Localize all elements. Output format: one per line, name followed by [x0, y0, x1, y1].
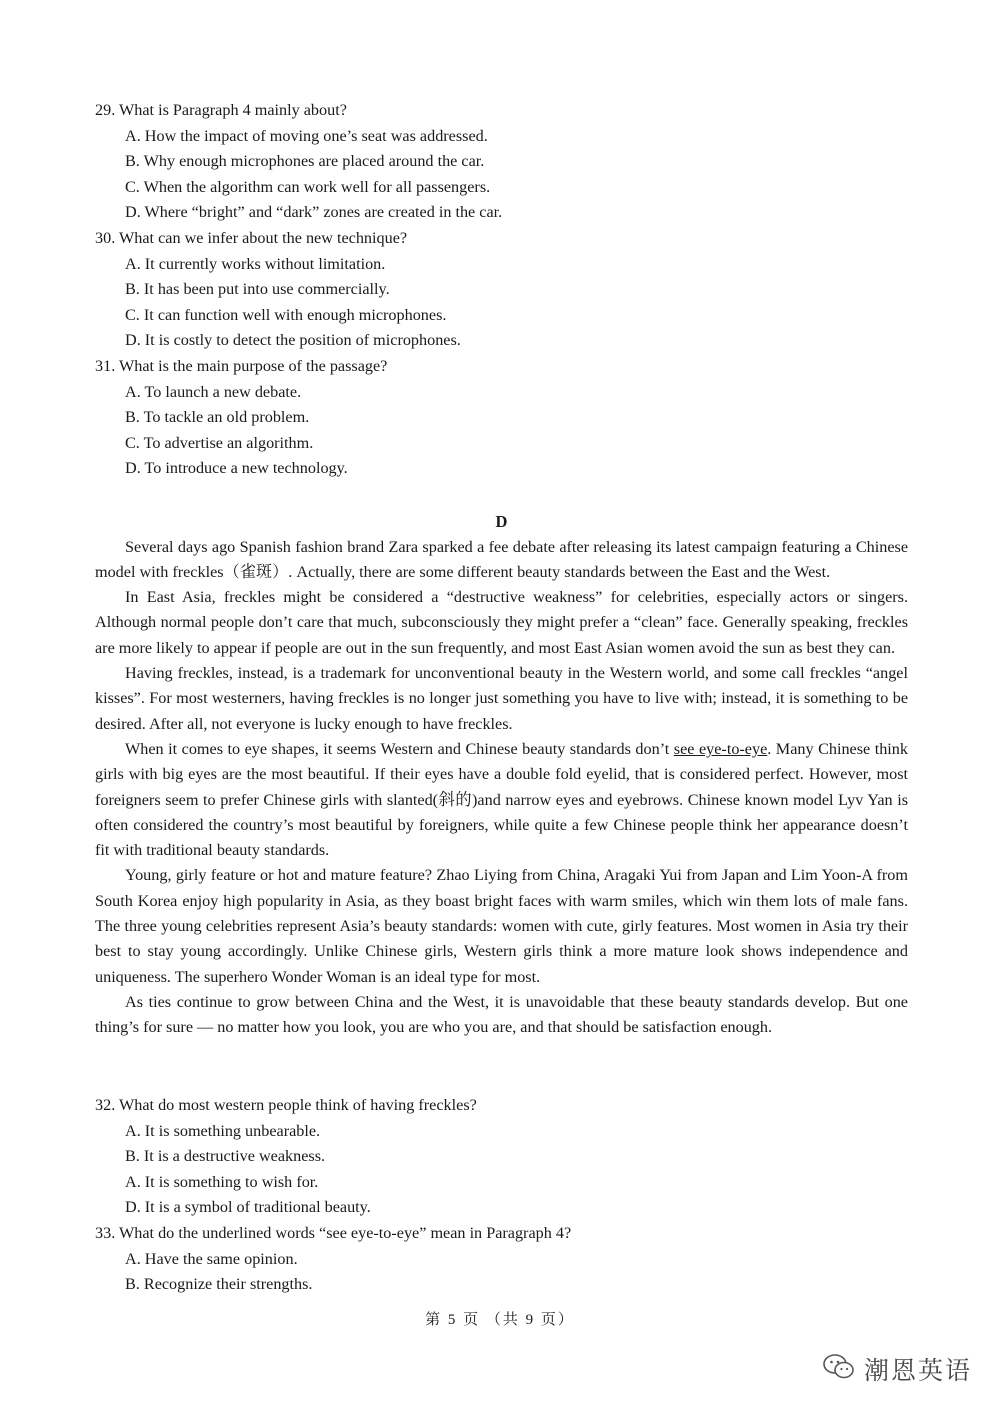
- option-29c: C. When the algorithm can work well for all passengers.: [125, 177, 491, 196]
- option-29b: B. Why enough microphones are placed around the car.: [125, 152, 485, 171]
- question-31: 31. What is the main purpose of the passage?: [95, 356, 388, 375]
- option-31d: D. To introduce a new technology.: [125, 459, 348, 478]
- paragraph-2: In East Asia, freckles might be considered a “destructive weakness” for celebrities, especially actors or singers. Although normal people don’t care that much, subconsciously they might prefer a “clean” face. Generally speaking, freckles are more likely to appear if people are out in the sun frequently, and most East Asian women avoid the sun as best they can.: [95, 588, 908, 657]
- watermark-text: 潮恩英语: [864, 1356, 973, 1385]
- passage-heading: D: [495, 512, 508, 531]
- wechat-icon: [822, 1352, 856, 1387]
- questions-32-33: [95, 1093, 908, 1298]
- paragraph-3: Having freckles, instead, is a trademark for unconventional beauty in the Western world, and some call freckles “angel kisses”. For most westerners, having freckles is no longer just something you have to live with; instead, it is something to be desired. After all, not everyone is lucky enough to have freckles.: [95, 664, 908, 733]
- option-30d: D. It is costly to detect the position of microphones.: [125, 331, 461, 350]
- option-30c: C. It can function well with enough microphones.: [125, 305, 447, 324]
- question-33: 33. What do the underlined words “see eye-to-eye” mean in Paragraph 4?: [95, 1223, 572, 1242]
- watermark: [822, 1351, 972, 1387]
- option-31c: C. To advertise an algorithm.: [125, 433, 314, 452]
- option-30b: B. It has been put into use commercially.: [125, 280, 390, 299]
- option-30a: A. It currently works without limitation.: [125, 254, 386, 273]
- paragraph-4-start: When it comes to eye shapes, it seems Western and Chinese beauty standards don’t: [125, 739, 674, 758]
- option-31b: B. To tackle an old problem.: [125, 408, 310, 427]
- question-30: 30. What can we infer about the new technique?: [95, 228, 408, 247]
- paragraph-4: [95, 737, 908, 863]
- paragraph-1: Several days ago Spanish fashion brand Zara sparked a fee debate after releasing its latest campaign featuring a Chinese model with freckles（雀斑）. Actually, there are some different beauty standards between the East and the West.: [95, 537, 908, 581]
- passage-d: [95, 509, 908, 1041]
- option-32a: A. It is something unbearable.: [125, 1121, 321, 1140]
- option-32d: D. It is a symbol of traditional beauty.: [125, 1198, 371, 1217]
- questions-29-31: [95, 98, 908, 482]
- paragraph-6: As ties continue to grow between China and the West, it is unavoidable that these beauty standards develop. But one thing’s for sure — no matter how you look, you are who you are, and that should be satisfaction enough.: [95, 992, 908, 1037]
- option-29a: A. How the impact of moving one’s seat was addressed.: [125, 126, 488, 145]
- option-29d: D. Where “bright” and “dark” zones are created in the car.: [125, 203, 503, 222]
- question-29: 29. What is Paragraph 4 mainly about?: [95, 101, 347, 119]
- option-32c: A. It is something to wish for.: [125, 1172, 319, 1191]
- option-33b: B. Recognize their strengths.: [125, 1275, 313, 1294]
- paragraph-5: Young, girly feature or hot and mature feature? Zhao Liying from China, Aragaki Yui from Japan and Lim Yoon-A from South Korea enjoy high popularity in Asia, as they boast bright faces with warm smiles, which win them lots of male fans. The three young celebrities represent Asia’s beauty standards: women with cute, girly features. Most women in Asia try their best to stay young accordingly. Unlike Chinese girls, Western girls think a more mature look shows independence and uniqueness. The superhero Wonder Woman is an ideal type for most.: [95, 866, 908, 986]
- page-number-footer: 第 5 页 （共 9 页）: [425, 1312, 575, 1328]
- paragraph-4-rest: . Many Chinese think girls with big eyes are the most beautiful. If their eyes have a double fold eyelid, that is considered perfect. However, most foreigners seem to prefer Chinese girls with slanted(斜的)and narrow eyes and eyebrows. Chinese known model Lyv Yan is often considered the country’s most beautiful by foreigners, while quite a few Chinese people think her appearance doesn’t fit with traditional beauty standards.: [95, 739, 908, 860]
- underlined-phrase: see eye-to-eye: [673, 739, 768, 758]
- option-33a: A. Have the same opinion.: [125, 1249, 298, 1268]
- question-32: 32. What do most western people think of having freckles?: [95, 1096, 477, 1114]
- option-32b: B. It is a destructive weakness.: [125, 1147, 326, 1166]
- option-31a: A. To launch a new debate.: [125, 382, 302, 401]
